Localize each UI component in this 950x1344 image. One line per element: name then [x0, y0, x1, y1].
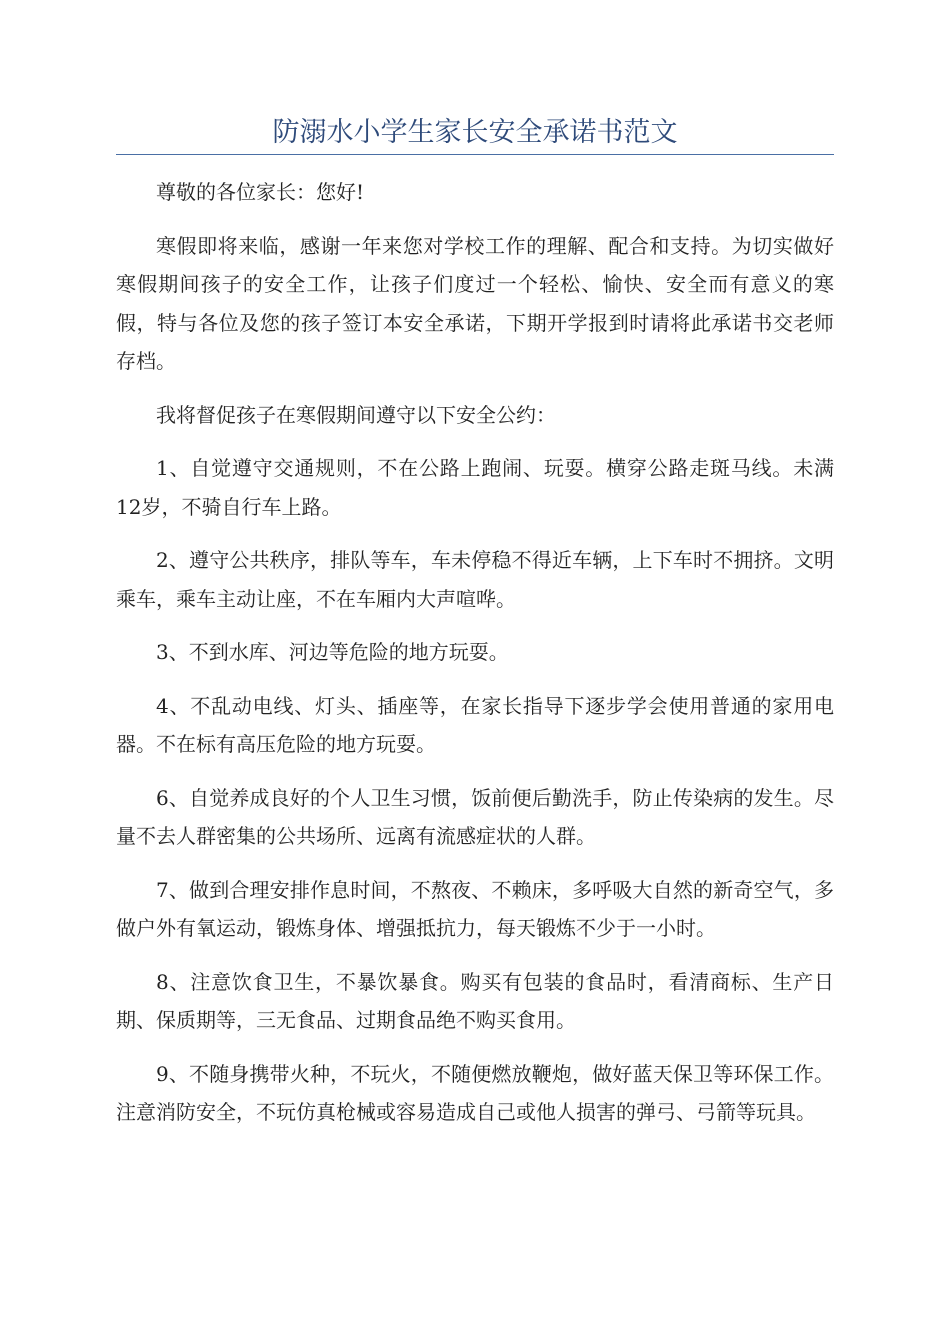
pledge-item-7: 7、做到合理安排作息时间，不熬夜、不赖床，多呼吸大自然的新奇空气，多做户外有氧运动，锻炼身体、增强抵抗力，每天锻炼不少于一小时。 [116, 877, 834, 940]
pledge-item-1: 1、自觉遵守交通规则，不在公路上跑闹、玩耍。横穿公路走斑马线。未满12岁，不骑自行车上路。 [116, 456, 834, 519]
pledge-item-3: 3、不到水库、河边等危险的地方玩耍。 [156, 640, 509, 664]
pledge-item-9: 9、不随身携带火种，不玩火，不随便燃放鞭炮，做好蓝天保卫等环保工作。注意消防安全，不玩仿真枪械或容易造成自己或他人损害的弹弓、弓箭等玩具。 [116, 1061, 834, 1124]
pledge-item-6: 6、自觉养成良好的个人卫生习惯，饭前便后勤洗手，防止传染病的发生。尽量不去人群密集的公共场所、远离有流感症状的人群。 [116, 785, 834, 848]
greeting-paragraph: 尊敬的各位家长：您好! [156, 180, 365, 204]
pledge-lead-paragraph: 我将督促孩子在寒假期间遵守以下安全公约： [156, 402, 556, 427]
title-underline [116, 154, 834, 155]
document-body [116, 173, 834, 1147]
pledge-item-4: 4、不乱动电线、灯头、插座等，在家长指导下逐步学会使用普通的家用电器。不在标有高压危险的地方玩耍。 [116, 693, 834, 756]
pledge-item-8: 8、注意饮食卫生，不暴饮暴食。购买有包装的食品时，看清商标、生产日期、保质期等，三无食品、过期食品绝不购买食用。 [116, 969, 834, 1032]
pledge-item-2: 2、遵守公共秩序，排队等车，车未停稳不得近车辆，上下车时不拥挤。文明乘车，乘车主动让座，不在车厢内大声喧哗。 [116, 548, 834, 611]
intro-paragraph: 寒假即将来临，感谢一年来您对学校工作的理解、配合和支持。为切实做好寒假期间孩子的安全工作，让孩子们度过一个轻松、愉快、安全而有意义的寒假，特与各位及您的孩子签订本安全承诺，下期开学报到时请将此承诺书交老师存档。 [116, 233, 834, 373]
document-title: 防溺水小学生家长安全承诺书范文 [272, 117, 678, 148]
